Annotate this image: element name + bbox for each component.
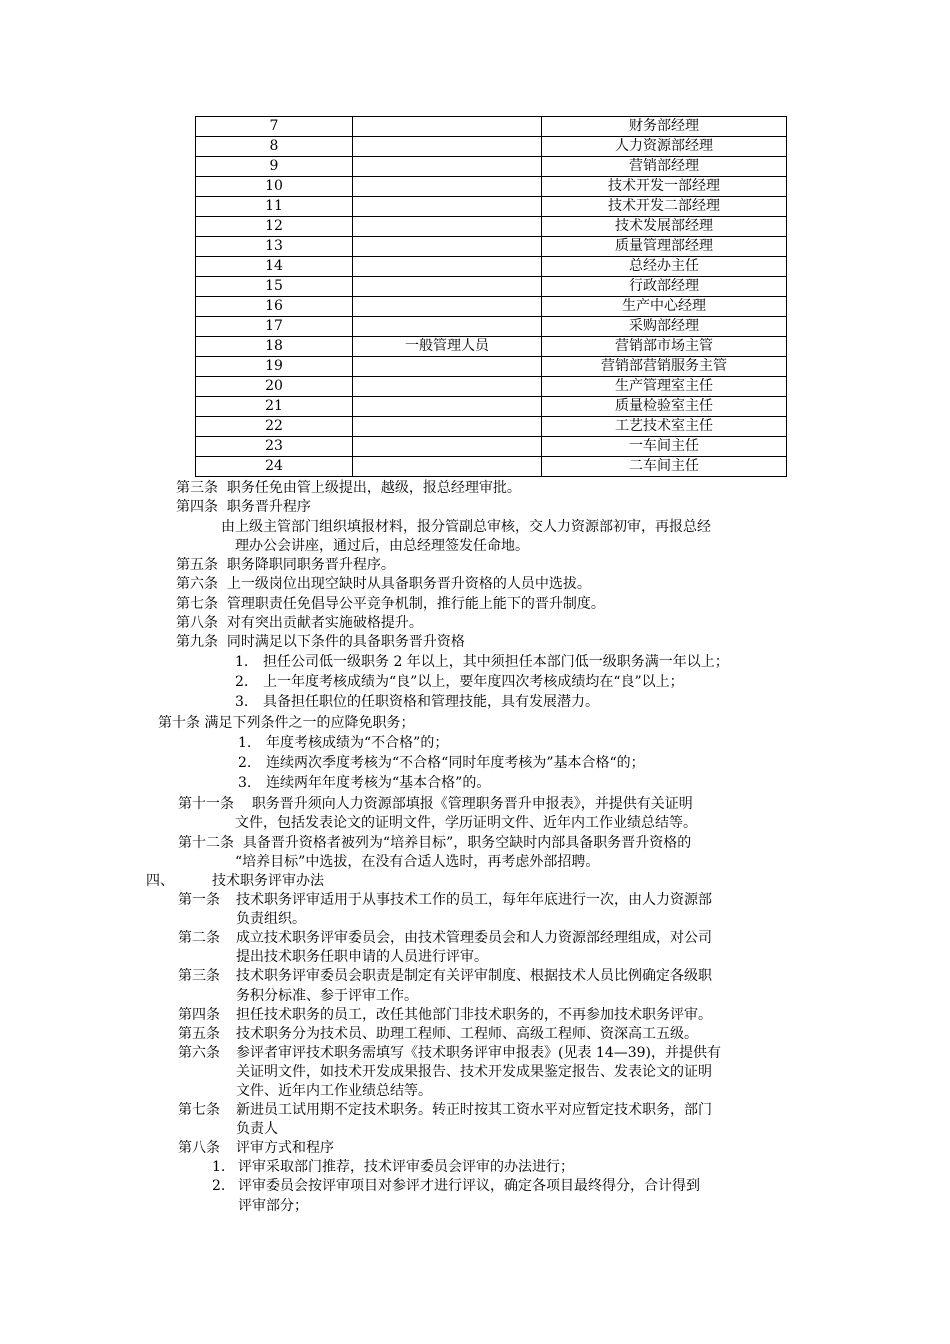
- table-row: [196, 417, 787, 437]
- tech-article-text: 技术职务评审适用于从事技术工作的员工，每年年底进行一次，由人力资源部: [236, 892, 712, 908]
- table-row: [196, 297, 787, 317]
- position-cell: 总经办主任: [542, 257, 787, 277]
- row-number-cell: 12: [196, 217, 353, 237]
- tech-article-label: 第六条: [178, 1045, 220, 1061]
- procedure-item-text: 评审采取部门推荐，技术评审委员会评审的办法进行；: [238, 1159, 574, 1175]
- tech-article-text: 技术职务分为技术员、助理工程师、工程师、高级工程师、资深高工五级。: [236, 1026, 698, 1042]
- category-cell: [353, 317, 542, 337]
- table-row: [196, 397, 787, 417]
- category-cell: [353, 397, 542, 417]
- row-number-cell: 16: [196, 297, 353, 317]
- table-row: [196, 357, 787, 377]
- article-10-item: 2. 连续两次季度考核为“不合格“同时年度考核为”基本合格“的；: [238, 755, 645, 771]
- row-number-cell: 15: [196, 277, 353, 297]
- section-title: 技术职务评审办法: [212, 873, 324, 889]
- tech-article-text: 技术职务评审委员会职责是制定有关评审制度、根据技术人员比例确定各级职: [236, 968, 712, 984]
- row-number-cell: 14: [196, 257, 353, 277]
- tech-article-text: 评审方式和程序: [236, 1140, 334, 1156]
- procedure-item-text: 评审委员会按评审项目对参评才进行评议，确定各项目最终得分，合计得到: [238, 1178, 700, 1194]
- position-cell: 生产管理室主任: [542, 377, 787, 397]
- row-number-cell: 21: [196, 397, 353, 417]
- position-cell: 生产中心经理: [542, 297, 787, 317]
- category-cell: [353, 217, 542, 237]
- category-cell: [353, 417, 542, 437]
- category-cell: [353, 177, 542, 197]
- tech-article-text: 成立技术职务评审委员会，由技术管理委员会和人力资源部经理组成，对公司: [236, 930, 712, 946]
- article-7: 第七条 管理职责任免倡导公平竞争机制，推行能上能下的晋升制度。: [176, 596, 605, 612]
- tech-article-text: 文件、近年内工作业绩总结等。: [236, 1083, 432, 1099]
- article-8: 第八条 对有突出贡献者实施破格提升。: [176, 615, 423, 631]
- category-cell: [353, 137, 542, 157]
- article-5: 第五条 职务降职同职务晋升程序。: [176, 557, 395, 573]
- position-table-body: [196, 117, 787, 477]
- table-row: [196, 277, 787, 297]
- article-6: 第六条 上一级岗位出现空缺时从具备职务晋升资格的人员中选拔。: [176, 576, 591, 592]
- tech-article-text: 担任技术职务的员工，改任其他部门非技术职务的，不再参加技术职务评审。: [236, 1007, 712, 1023]
- category-cell: [353, 197, 542, 217]
- position-cell: 技术开发一部经理: [542, 177, 787, 197]
- tech-article-text: 负责人: [236, 1121, 278, 1137]
- table-row: [196, 257, 787, 277]
- tech-article-text: 参评者审评技术职务需填写《技术职务评审申报表》(见表 14—39)，并提供有: [236, 1045, 722, 1061]
- row-number-cell: 24: [196, 457, 353, 477]
- row-number-cell: 19: [196, 357, 353, 377]
- article-11: 第十一条 职务晋升须向人力资源部填报《管理职务晋升申报表》，并提供有关证明: [178, 796, 693, 812]
- category-cell: [353, 297, 542, 317]
- position-cell: 营销部营销服务主管: [542, 357, 787, 377]
- tech-article-label: 第二条: [178, 930, 220, 946]
- row-number-cell: 11: [196, 197, 353, 217]
- table-row: [196, 237, 787, 257]
- position-cell: 工艺技术室主任: [542, 417, 787, 437]
- procedure-item-number: 2.: [212, 1178, 226, 1194]
- article-12-line2: “培养目标”中选拔，在没有合适人选时，再考虑外部招聘。: [235, 854, 600, 870]
- table-row: [196, 157, 787, 177]
- tech-article-label: 第七条: [178, 1102, 220, 1118]
- row-number-cell: 23: [196, 437, 353, 457]
- tech-article-text: 新进员工试用期不定技术职务。转正时按其工资水平对应暂定技术职务，部门: [236, 1102, 712, 1118]
- position-cell: 财务部经理: [542, 117, 787, 137]
- table-row: [196, 197, 787, 217]
- row-number-cell: 8: [196, 137, 353, 157]
- article-3: 第三条 职务任免由管上级提出，越级，报总经理审批。: [176, 480, 521, 496]
- article-9-item: 1. 担任公司低一级职务 2 年以上，其中须担任本部门低一级职务满一年以上；: [235, 654, 729, 670]
- tech-article-text: 提出技术职务任职申请的人员进行评审。: [236, 949, 488, 965]
- article-10-item: 3. 连续两年年度考核为“基本合格”的。: [238, 775, 491, 791]
- tech-article-text: 关证明文件，如技术开发成果报告、技术开发成果鉴定报告、发表论文的证明: [236, 1064, 712, 1080]
- position-cell: 营销部市场主管: [542, 337, 787, 357]
- tech-article-label: 第一条: [178, 892, 220, 908]
- tech-article-text: 负责组织。: [236, 911, 306, 927]
- table-row: [196, 117, 787, 137]
- tech-article-label: 第五条: [178, 1026, 220, 1042]
- row-number-cell: 17: [196, 317, 353, 337]
- procedure-item-text: 评审部分；: [238, 1198, 308, 1214]
- position-cell: 采购部经理: [542, 317, 787, 337]
- tech-article-label: 第四条: [178, 1007, 220, 1023]
- position-table: [195, 116, 787, 477]
- category-cell: [353, 457, 542, 477]
- table-row: [196, 217, 787, 237]
- category-cell: [353, 237, 542, 257]
- tech-article-label: 第八条: [178, 1140, 220, 1156]
- table-row: [196, 377, 787, 397]
- category-cell: [353, 277, 542, 297]
- article-10-item: 1. 年度考核成绩为“不合格”的；: [238, 735, 449, 751]
- section-number: 四、: [146, 873, 174, 889]
- category-cell: [353, 157, 542, 177]
- category-cell: [353, 377, 542, 397]
- position-cell: 行政部经理: [542, 277, 787, 297]
- category-cell: [353, 357, 542, 377]
- position-cell: 质量检验室主任: [542, 397, 787, 417]
- article-11-line2: 文件，包括发表论文的证明文件，学历证明文件、近年内工作业绩总结等。: [235, 815, 697, 831]
- position-cell: 营销部经理: [542, 157, 787, 177]
- table-row: [196, 317, 787, 337]
- article-12: 第十二条 具备晋升资格者被列为“培养目标”，职务空缺时内部具备职务晋升资格的: [178, 835, 692, 851]
- row-number-cell: 20: [196, 377, 353, 397]
- category-cell: [353, 257, 542, 277]
- procedure-item-number: 1.: [212, 1159, 226, 1175]
- position-cell: 二车间主任: [542, 457, 787, 477]
- tech-article-label: 第三条: [178, 968, 220, 984]
- table-row: [196, 457, 787, 477]
- row-number-cell: 22: [196, 417, 353, 437]
- position-cell: 一车间主任: [542, 437, 787, 457]
- article-4-body-line1: 由上级主管部门组织填报材料，报分管副总审核，交人力资源部初审，再报总经: [221, 519, 711, 535]
- article-9-item: 3. 具备担任职位的任职资格和管理技能，具有发展潜力。: [235, 694, 599, 710]
- category-cell: [353, 117, 542, 137]
- position-cell: 技术开发二部经理: [542, 197, 787, 217]
- tech-article-text: 务积分标准、参于评审工作。: [236, 988, 418, 1004]
- row-number-cell: 10: [196, 177, 353, 197]
- article-10: 第十条 满足下列条件之一的应降免职务；: [158, 715, 415, 731]
- row-number-cell: 9: [196, 157, 353, 177]
- table-row: [196, 137, 787, 157]
- row-number-cell: 18: [196, 337, 353, 357]
- table-row: [196, 437, 787, 457]
- row-number-cell: 13: [196, 237, 353, 257]
- table-row: [196, 177, 787, 197]
- article-4-body-line2: 理办公会讲座，通过后，由总经理签发任命地。: [235, 538, 529, 554]
- article-9: 第九条 同时满足以下条件的具备职务晋升资格: [176, 634, 465, 650]
- position-cell: 人力资源部经理: [542, 137, 787, 157]
- category-cell: 一般管理人员: [353, 337, 542, 357]
- article-9-item: 2. 上一年度考核成绩为“良”以上，要年度四次考核成绩均在“良”以上；: [235, 674, 684, 690]
- position-cell: 质量管理部经理: [542, 237, 787, 257]
- row-number-cell: 7: [196, 117, 353, 137]
- position-cell: 技术发展部经理: [542, 217, 787, 237]
- table-row: [196, 337, 787, 357]
- article-4: 第四条 职务晋升程序: [176, 499, 311, 515]
- category-cell: [353, 437, 542, 457]
